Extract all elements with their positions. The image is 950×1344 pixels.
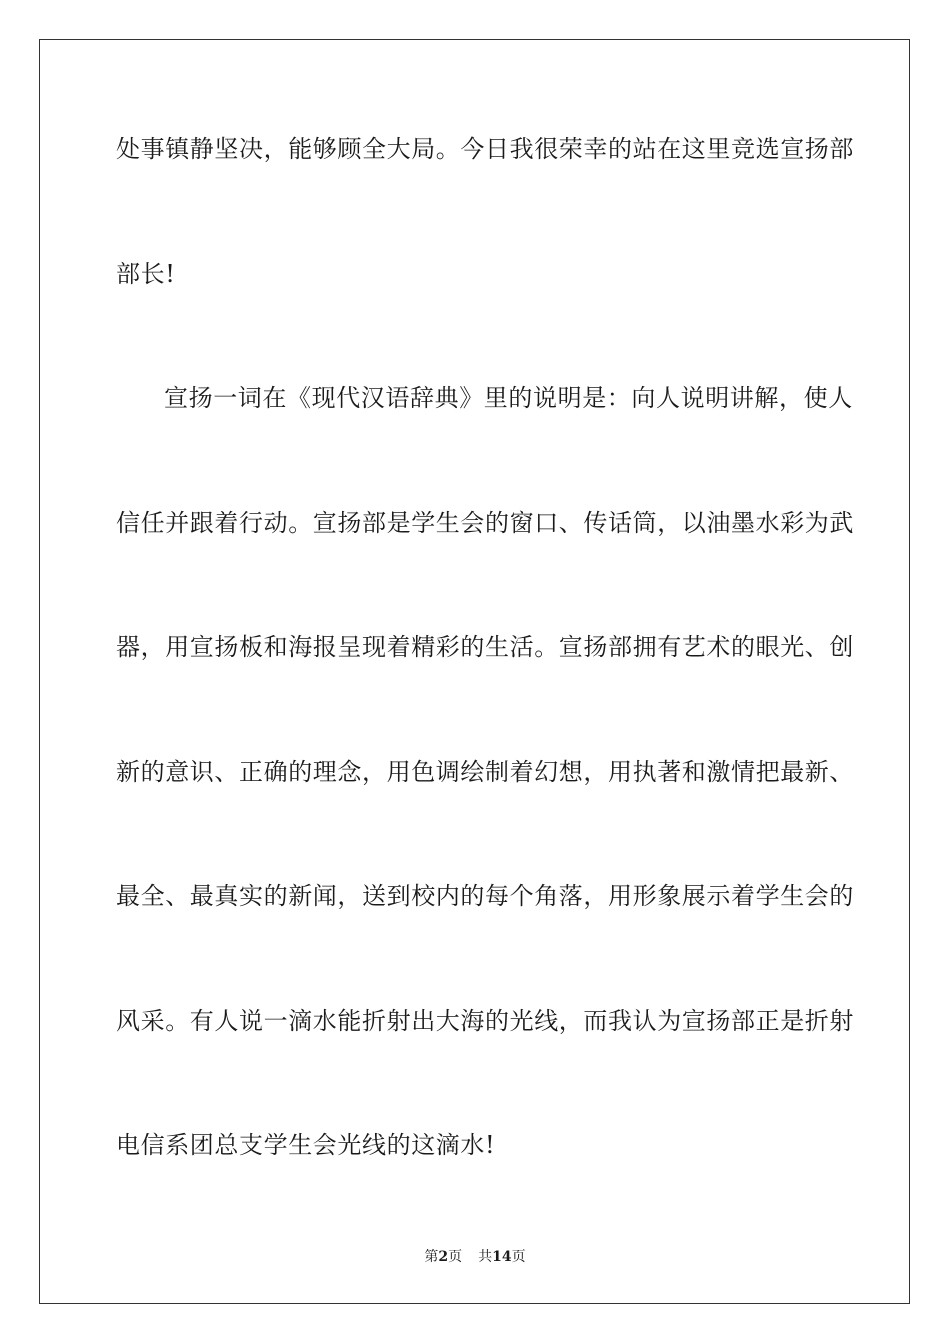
paragraph-line-2: 部长! xyxy=(116,260,176,288)
paragraph-line-5: 器，用宣扬板和海报呈现着精彩的生活。宣扬部拥有艺术的眼光、创 xyxy=(116,633,854,661)
page-footer xyxy=(0,1248,950,1266)
total-pages: 14 xyxy=(492,1249,512,1265)
page-prefix: 第 xyxy=(424,1249,439,1265)
paragraph-line-3: 宣扬一词在《现代汉语辞典》里的说明是：向人说明讲解，使人 xyxy=(164,384,853,412)
paragraph-line-6: 新的意识、正确的理念，用色调绘制着幻想，用执著和激情把最新、 xyxy=(116,758,854,786)
page-suffix: 页 xyxy=(448,1249,463,1265)
paragraph-line-7: 最全、最真实的新闻，送到校内的每个角落，用形象展示着学生会的 xyxy=(116,882,854,910)
paragraph-line-8: 风采。有人说一滴水能折射出大海的光线，而我认为宣扬部正是折射 xyxy=(116,1007,854,1035)
paragraph-line-1: 处事镇静坚决，能够顾全大局。今日我很荣幸的站在这里竞选宣扬部 xyxy=(116,135,854,163)
total-prefix: 共 xyxy=(478,1249,493,1265)
page-number: 2 xyxy=(438,1249,449,1265)
paragraph-line-4: 信任并跟着行动。宣扬部是学生会的窗口、传话筒，以油墨水彩为武 xyxy=(116,509,854,537)
page-border xyxy=(39,39,910,1304)
paragraph-line-9: 电信系团总支学生会光线的这滴水! xyxy=(116,1131,496,1159)
total-suffix: 页 xyxy=(511,1249,526,1265)
